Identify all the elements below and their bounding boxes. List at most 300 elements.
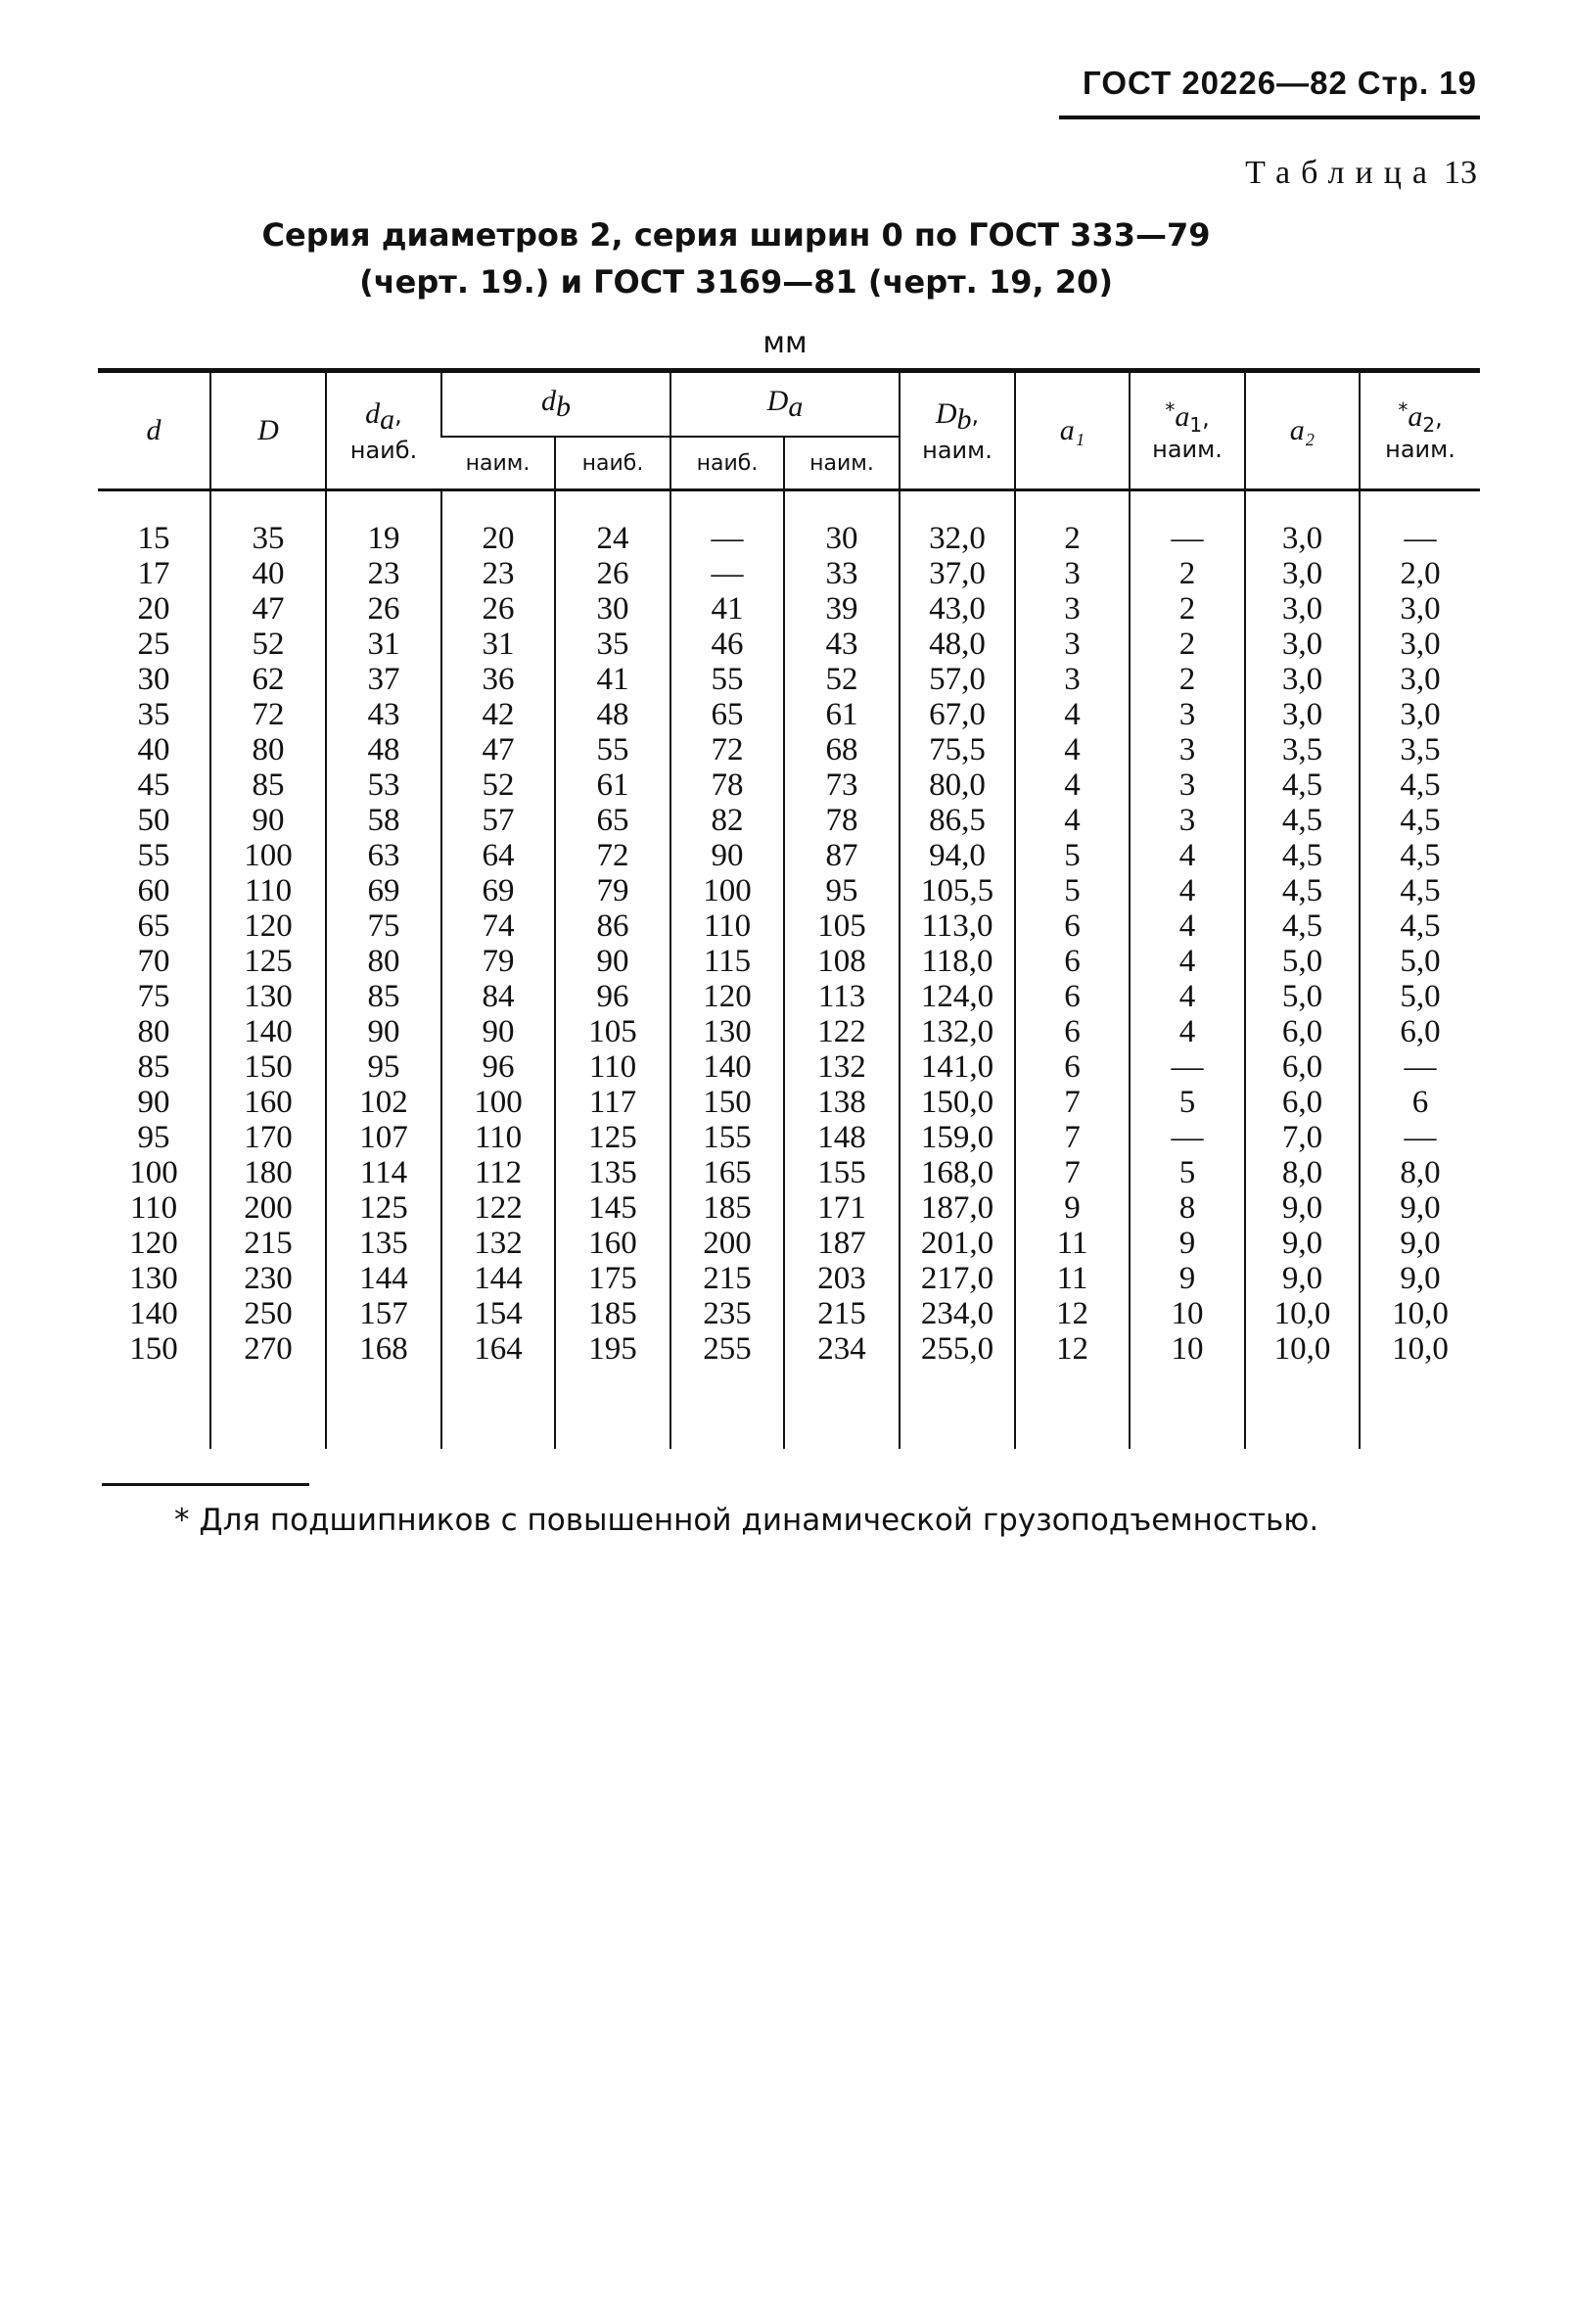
table-cell: 11 <box>1015 1226 1130 1261</box>
table-row <box>98 521 1480 556</box>
table-cell: 6 <box>1015 908 1130 944</box>
table-title <box>245 211 1227 305</box>
table-cell: 26 <box>441 591 555 627</box>
spacer-cell <box>441 490 555 522</box>
header-a1-star: $^*a_1$, наим. <box>1130 371 1245 490</box>
table-cell: 8,0 <box>1245 1155 1360 1190</box>
table-cell: — <box>1360 521 1480 556</box>
table-cell: 25 <box>137 627 170 662</box>
table-cell: 120 <box>670 979 784 1014</box>
table-cell: — <box>1360 1049 1480 1085</box>
table-cell: 6 <box>1015 1014 1130 1049</box>
table-cell: 170 <box>210 1120 326 1155</box>
table-cell: 35 <box>210 521 326 556</box>
table-cell: 180 <box>210 1155 326 1190</box>
table-row <box>98 1296 1480 1331</box>
table-row <box>98 1331 1480 1367</box>
table-cell: 6,0 <box>1245 1014 1360 1049</box>
table-cell: 53 <box>326 767 441 803</box>
table-cell: 52 <box>210 627 326 662</box>
table-cell: 75 <box>326 908 441 944</box>
table-cell: 4 <box>1130 838 1245 873</box>
table-row <box>98 1085 1480 1120</box>
table-cell: 141,0 <box>900 1049 1015 1085</box>
table-cell: 155 <box>670 1120 784 1155</box>
table-cell: 35 <box>555 627 670 662</box>
table-cell: 61 <box>555 767 670 803</box>
table-cell: 9,0 <box>1245 1226 1360 1261</box>
table-cell: 4 <box>1015 732 1130 767</box>
table-cell: 4 <box>1130 908 1245 944</box>
table-cell: 30 <box>555 591 670 627</box>
table-cell: 90 <box>670 838 784 873</box>
table-cell: 105,5 <box>900 873 1015 908</box>
table-cell: 6 <box>1360 1085 1480 1120</box>
unit-label: мм <box>762 326 808 360</box>
table-cell: 157 <box>326 1296 441 1331</box>
header-db: $d_b$ <box>441 371 670 438</box>
table-cell: 7 <box>1015 1155 1130 1190</box>
table-cell: 9,0 <box>1360 1226 1480 1261</box>
table-cell: 135 <box>326 1226 441 1261</box>
table-cell: 10,0 <box>1360 1331 1480 1367</box>
table-cell: 100 <box>210 838 326 873</box>
table-cell: 2 <box>1130 556 1245 591</box>
table-cell: 10,0 <box>1245 1296 1360 1331</box>
table-cell: 120 <box>210 908 326 944</box>
table-cell: 132 <box>441 1226 555 1261</box>
table-cell: 148 <box>784 1120 900 1155</box>
table-cell: 155 <box>784 1155 900 1190</box>
spacer-cell <box>900 490 1015 522</box>
table-cell: 75 <box>137 979 170 1014</box>
tail-cell <box>1130 1367 1245 1449</box>
table-cell: 117 <box>555 1085 670 1120</box>
table-cell: 140 <box>670 1049 784 1085</box>
table-cell: 12 <box>1015 1331 1130 1367</box>
table-cell: 46 <box>670 627 784 662</box>
table-cell: 108 <box>784 944 900 979</box>
table-row <box>98 908 1480 944</box>
table-cell: 6,0 <box>1360 1014 1480 1049</box>
table-cell: 3,5 <box>1360 732 1480 767</box>
header-a2-star: $^*a_2$, наим. <box>1360 371 1480 490</box>
table-cell: 37,0 <box>900 556 1015 591</box>
table-cell: 140 <box>129 1296 178 1331</box>
table-cell: 61 <box>784 697 900 732</box>
table-cell: 2 <box>1130 591 1245 627</box>
table-cell: — <box>1130 521 1245 556</box>
table-cell: 4 <box>1015 767 1130 803</box>
table-cell: 201,0 <box>900 1226 1015 1261</box>
table-cell: 6,0 <box>1245 1049 1360 1085</box>
table-cell: 6 <box>1015 979 1130 1014</box>
table-row <box>98 1190 1480 1226</box>
table-cell: 6 <box>1015 944 1130 979</box>
table-label <box>1245 155 1477 192</box>
table-cell: 159,0 <box>900 1120 1015 1155</box>
table-cell: 40 <box>137 732 170 767</box>
table-cell: 26 <box>555 556 670 591</box>
table-cell: 3,0 <box>1360 662 1480 697</box>
table-cell: 105 <box>555 1014 670 1049</box>
table-cell: 3,0 <box>1245 697 1360 732</box>
table-cell: 138 <box>784 1085 900 1120</box>
dimensions-table <box>98 368 1480 1449</box>
table-cell: — <box>670 521 784 556</box>
table-cell: 3,0 <box>1360 627 1480 662</box>
table-cell: 4,5 <box>1245 908 1360 944</box>
table-cell: 8 <box>1130 1190 1245 1226</box>
table-cell: 4 <box>1130 1014 1245 1049</box>
table-cell: 185 <box>670 1190 784 1226</box>
spacer-cell <box>210 490 326 522</box>
table-cell: 65 <box>555 803 670 838</box>
table-cell: 3 <box>1015 627 1130 662</box>
tail-cell <box>1015 1367 1130 1449</box>
table-cell: 114 <box>326 1155 441 1190</box>
tail-cell <box>1245 1367 1360 1449</box>
footnote-rule <box>102 1483 309 1486</box>
table-title-line-2: (черт. 19.) и ГОСТ 3169—81 (черт. 19, 20) <box>359 263 1113 301</box>
table-cell: 234,0 <box>900 1296 1015 1331</box>
table-cell: 230 <box>210 1261 326 1296</box>
table-cell: 235 <box>670 1296 784 1331</box>
table-cell: 4 <box>1130 944 1245 979</box>
table-cell: 203 <box>784 1261 900 1296</box>
table-cell: 80 <box>137 1014 170 1049</box>
standard-number: ГОСТ 20226—82 <box>1083 65 1348 101</box>
table-cell: 10,0 <box>1245 1331 1360 1367</box>
table-cell: 80 <box>326 944 441 979</box>
table-cell: 26 <box>326 591 441 627</box>
table-cell: 85 <box>210 767 326 803</box>
header-Da: $D_a$ <box>670 371 900 438</box>
table-cell: 3 <box>1015 591 1130 627</box>
table-cell: 105 <box>784 908 900 944</box>
table-cell: 4 <box>1130 979 1245 1014</box>
table-row <box>98 1049 1480 1085</box>
table-cell: 48,0 <box>900 627 1015 662</box>
table-cell: 45 <box>137 767 170 803</box>
table-cell: 60 <box>137 873 170 908</box>
table-cell: 110 <box>210 873 326 908</box>
table-cell: 57,0 <box>900 662 1015 697</box>
table-cell: 3,0 <box>1245 521 1360 556</box>
tail-cell <box>98 1367 210 1449</box>
table-cell: 124,0 <box>900 979 1015 1014</box>
table-cell: 3 <box>1130 767 1245 803</box>
table-tail-row <box>98 1367 1480 1449</box>
table-cell: 5,0 <box>1245 979 1360 1014</box>
table-cell: 37 <box>326 662 441 697</box>
table-cell: 215 <box>210 1226 326 1261</box>
table-cell: 9,0 <box>1245 1190 1360 1226</box>
table-row <box>98 662 1480 697</box>
table-cell: 30 <box>784 521 900 556</box>
table-cell: 130 <box>129 1261 178 1296</box>
table-cell: — <box>1130 1049 1245 1085</box>
table-label-number: 13 <box>1444 155 1477 191</box>
table-cell: 130 <box>670 1014 784 1049</box>
table-cell: 90 <box>441 1014 555 1049</box>
table-cell: 43 <box>784 627 900 662</box>
table-cell: 4,5 <box>1245 767 1360 803</box>
table-row <box>98 838 1480 873</box>
table-cell: 8,0 <box>1360 1155 1480 1190</box>
table-cell: 90 <box>210 803 326 838</box>
table-cell: 10,0 <box>1360 1296 1480 1331</box>
spacer-cell <box>555 490 670 522</box>
spacer-cell <box>784 490 900 522</box>
header-rule <box>1059 116 1480 119</box>
table-cell: 86 <box>555 908 670 944</box>
tail-cell <box>326 1367 441 1449</box>
table-cell: 255 <box>670 1331 784 1367</box>
table-cell: 68 <box>784 732 900 767</box>
table-cell: 55 <box>137 838 170 873</box>
table-cell: 80 <box>210 732 326 767</box>
table-cell: 69 <box>441 873 555 908</box>
table-cell: 150,0 <box>900 1085 1015 1120</box>
table-cell: 110 <box>441 1120 555 1155</box>
table-cell: 4,5 <box>1360 803 1480 838</box>
table-cell: 79 <box>555 873 670 908</box>
table-cell: 95 <box>137 1120 170 1155</box>
table-cell: 65 <box>137 908 170 944</box>
table-cell: 112 <box>441 1155 555 1190</box>
table-row <box>98 1155 1480 1190</box>
table-cell: 113,0 <box>900 908 1015 944</box>
table-cell: 96 <box>441 1049 555 1085</box>
table-cell: 9 <box>1130 1261 1245 1296</box>
table-cell: 107 <box>326 1120 441 1155</box>
table-cell: 85 <box>137 1049 170 1085</box>
table-cell: 144 <box>441 1261 555 1296</box>
table-cell: 63 <box>326 838 441 873</box>
table-cell: 57 <box>441 803 555 838</box>
header-db-min: наим. <box>441 437 555 490</box>
table-row <box>98 556 1480 591</box>
table-header <box>98 371 1480 490</box>
table-cell: 9 <box>1015 1190 1130 1226</box>
table-cell: 10 <box>1130 1296 1245 1331</box>
table-cell: 65 <box>670 697 784 732</box>
table-cell: 47 <box>210 591 326 627</box>
table-cell: 185 <box>555 1296 670 1331</box>
table-cell: 4,5 <box>1360 908 1480 944</box>
table-cell: 4,5 <box>1245 838 1360 873</box>
table-cell: 7 <box>1015 1085 1130 1120</box>
table-cell: 86,5 <box>900 803 1015 838</box>
table-cell: 4 <box>1130 873 1245 908</box>
table-cell: 36 <box>441 662 555 697</box>
table-cell: 165 <box>670 1155 784 1190</box>
table-cell: 90 <box>326 1014 441 1049</box>
table-cell: 4,5 <box>1245 803 1360 838</box>
header-Db: $D_b$, наим. <box>900 371 1015 490</box>
table-cell: 62 <box>210 662 326 697</box>
table-body <box>98 490 1480 1450</box>
tail-cell <box>555 1367 670 1449</box>
table-cell: 215 <box>670 1261 784 1296</box>
table-cell: 5 <box>1015 838 1130 873</box>
table-cell: 11 <box>1015 1261 1130 1296</box>
table-cell: 3 <box>1015 556 1130 591</box>
table-cell: 41 <box>670 591 784 627</box>
table-cell: 47 <box>441 732 555 767</box>
table-cell: 175 <box>555 1261 670 1296</box>
running-header <box>1073 65 1477 102</box>
header-Da-max: наиб. <box>670 437 784 490</box>
table-cell: 3,0 <box>1245 591 1360 627</box>
table-cell: 31 <box>326 627 441 662</box>
table-cell: 3 <box>1130 732 1245 767</box>
table-cell: 7,0 <box>1245 1120 1360 1155</box>
table-cell: 55 <box>555 732 670 767</box>
table-cell: 215 <box>784 1296 900 1331</box>
table-title-line-1: Серия диаметров 2, серия ширин 0 по ГОСТ 333—79 <box>261 216 1211 254</box>
spacer-cell <box>1015 490 1130 522</box>
table-cell: 122 <box>784 1014 900 1049</box>
table-cell: 23 <box>441 556 555 591</box>
table-cell: 3,0 <box>1245 556 1360 591</box>
table-cell: 4 <box>1015 697 1130 732</box>
table-row <box>98 1261 1480 1296</box>
table-cell: 102 <box>326 1085 441 1120</box>
table-cell: 187,0 <box>900 1190 1015 1226</box>
table-cell: 40 <box>210 556 326 591</box>
table-cell: 31 <box>441 627 555 662</box>
table-cell: — <box>1130 1120 1245 1155</box>
table-cell: 72 <box>210 697 326 732</box>
table-cell: 67,0 <box>900 697 1015 732</box>
table-cell: 132,0 <box>900 1014 1015 1049</box>
tail-cell <box>784 1367 900 1449</box>
table-cell: 100 <box>670 873 784 908</box>
table-row <box>98 1014 1480 1049</box>
table-cell: 187 <box>784 1226 900 1261</box>
table-cell: 3,0 <box>1245 627 1360 662</box>
table-cell: 168,0 <box>900 1155 1015 1190</box>
table-cell: 118,0 <box>900 944 1015 979</box>
table-cell: 6,0 <box>1245 1085 1360 1120</box>
table-cell: 52 <box>784 662 900 697</box>
table-cell: 33 <box>784 556 900 591</box>
footnote: * Для подшипников с повышенной динамической грузоподъемностью. <box>174 1503 1319 1538</box>
table-row <box>98 873 1480 908</box>
table-cell: 4 <box>1015 803 1130 838</box>
table-cell: 20 <box>137 591 170 627</box>
table-cell: 17 <box>137 556 170 591</box>
table-row <box>98 803 1480 838</box>
table-row <box>98 732 1480 767</box>
table-cell: 72 <box>555 838 670 873</box>
table-cell: 150 <box>129 1331 178 1367</box>
table-cell: 200 <box>670 1226 784 1261</box>
table-spacer-row <box>98 490 1480 522</box>
table-cell: 74 <box>441 908 555 944</box>
table-row <box>98 1120 1480 1155</box>
table-cell: 84 <box>441 979 555 1014</box>
tail-cell <box>1360 1367 1480 1449</box>
table-cell: 9,0 <box>1245 1261 1360 1296</box>
table-cell: 250 <box>210 1296 326 1331</box>
table-cell: 94,0 <box>900 838 1015 873</box>
table-cell: 43 <box>326 697 441 732</box>
table-cell: — <box>1360 1120 1480 1155</box>
table-cell: 58 <box>326 803 441 838</box>
table-cell: 2 <box>1015 521 1130 556</box>
table-cell: 3,5 <box>1245 732 1360 767</box>
table-cell: 52 <box>441 767 555 803</box>
table-cell: 217,0 <box>900 1261 1015 1296</box>
table-cell: 9,0 <box>1360 1261 1480 1296</box>
table-cell: 3,0 <box>1360 591 1480 627</box>
table-cell: 35 <box>137 697 170 732</box>
table-cell: 19 <box>326 521 441 556</box>
table-cell: — <box>670 556 784 591</box>
header-Da-min: наим. <box>784 437 900 490</box>
table-cell: 2 <box>1130 627 1245 662</box>
table-label-word: Таблица <box>1245 155 1438 191</box>
table-cell: 87 <box>784 838 900 873</box>
table-cell: 100 <box>129 1155 178 1190</box>
table-cell: 5,0 <box>1245 944 1360 979</box>
tail-cell <box>900 1367 1015 1449</box>
table-cell: 96 <box>555 979 670 1014</box>
table-cell: 64 <box>441 838 555 873</box>
table-cell: 150 <box>210 1049 326 1085</box>
table-cell: 82 <box>670 803 784 838</box>
table-cell: 90 <box>137 1085 170 1120</box>
table-cell: 70 <box>137 944 170 979</box>
table-cell: 3 <box>1130 697 1245 732</box>
table-cell: 5,0 <box>1360 979 1480 1014</box>
table-cell: 132 <box>784 1049 900 1085</box>
table-cell: 5,0 <box>1360 944 1480 979</box>
header-D: D <box>210 371 326 490</box>
table-cell: 110 <box>670 908 784 944</box>
table-cell: 50 <box>137 803 170 838</box>
table-cell: 24 <box>555 521 670 556</box>
header-d: d <box>98 371 210 490</box>
spacer-cell <box>1245 490 1360 522</box>
table-cell: 270 <box>210 1331 326 1367</box>
table-cell: 125 <box>210 944 326 979</box>
table-cell: 160 <box>555 1226 670 1261</box>
table-cell: 145 <box>555 1190 670 1226</box>
table-cell: 48 <box>555 697 670 732</box>
table-cell: 9 <box>1130 1226 1245 1261</box>
table-cell: 113 <box>784 979 900 1014</box>
table-cell: 39 <box>784 591 900 627</box>
table-cell: 7 <box>1015 1120 1130 1155</box>
table-cell: 10 <box>1130 1331 1245 1367</box>
tail-cell <box>210 1367 326 1449</box>
table-cell: 100 <box>441 1085 555 1120</box>
table-cell: 15 <box>137 521 170 556</box>
tail-cell <box>670 1367 784 1449</box>
table-cell: 168 <box>326 1331 441 1367</box>
header-a1: a₁ <box>1015 371 1130 490</box>
header-da: $d_a$, наиб. <box>326 371 441 490</box>
table-cell: 42 <box>441 697 555 732</box>
table-cell: 122 <box>441 1190 555 1226</box>
table-cell: 164 <box>441 1331 555 1367</box>
table-cell: 3 <box>1015 662 1130 697</box>
spacer-cell <box>670 490 784 522</box>
